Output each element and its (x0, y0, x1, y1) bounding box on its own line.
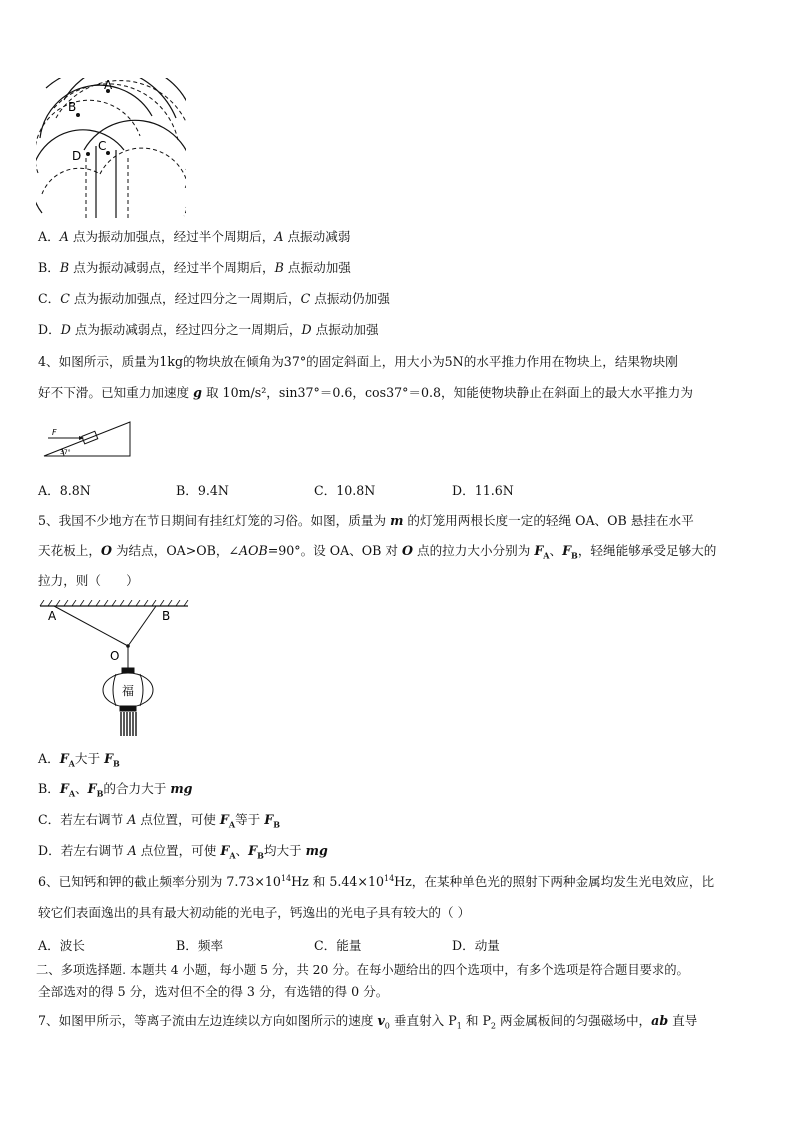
label-c: C (98, 139, 107, 153)
q4-stem-line1: 4、如图所示，质量为1kg的物块放在倾角为37°的固定斜面上，用大小为5N的水平推力作用在物块上，结果物块刚 (38, 354, 678, 369)
q6-stem-line2: 较它们表面逸出的具有最大初动能的光电子，钙逸出的光电子具有较大的（ ） (38, 905, 471, 920)
q5-option-b: B．$F_A$、$F_B$的合力大于 mg (38, 781, 193, 799)
wave-interference-figure (36, 78, 186, 220)
label-a: A (48, 609, 57, 623)
q5-stem-line3: 拉力，则（ ） (38, 573, 139, 588)
q3-option-a: A．A 点为振动加强点，经过半个周期后，A 点振动减弱 (38, 229, 351, 244)
point-b (76, 113, 80, 117)
q4-option-c: C．10.8N (314, 483, 376, 498)
q4-option-a: A．8.8N (38, 483, 91, 498)
point-c (106, 151, 110, 155)
lantern-figure (36, 600, 192, 738)
q5-stem-line2: 天花板上，O 为结点，OA>OB，∠AOB=90°。设 OA、OB 对 O 点的拉力大小分别为 $F_A$、$F_B$，轻绳能够承受足够大的 (38, 543, 717, 561)
lantern-character: 福 (122, 684, 135, 698)
q6-option-b: B．频率 (176, 938, 224, 953)
section2-instructions-line1: 二、多项选择题. 本题共 4 小题，每小题 5 分，共 20 分。在每小题给出的四个选项中，有多个选项是符合题目要求的。 (36, 963, 689, 977)
q5-option-a: A．$F_A$大于 $F_B$ (38, 751, 120, 769)
section2-instructions-line2: 全部选对的得 5 分，选对但不全的得 3 分，有选错的得 0 分。 (38, 984, 389, 999)
point-d (86, 152, 90, 156)
incline-figure (40, 416, 132, 460)
label-b: B (162, 609, 171, 623)
q3-option-b: B．B 点为振动减弱点，经过半个周期后，B 点振动加强 (38, 260, 351, 275)
label-b: B (68, 100, 77, 114)
q6-option-d: D．动量 (452, 938, 500, 953)
q7-stem-line1: 7、如图甲所示，等离子流由左边连续以方向如图所示的速度 $v_0$ 垂直射入 $P_1$ 和 $P_2$ 两金属板间的匀强磁场中，ab 直导 (38, 1013, 698, 1031)
label-a: A (104, 78, 113, 92)
label-d: D (72, 149, 82, 163)
q6-option-a: A．波长 (38, 938, 85, 953)
q4-stem-line2: 好不下滑。已知重力加速度 g 取 10m/s²，sin37°＝0.6，cos37°＝0.8，知能使物块静止在斜面上的最大水平推力为 (38, 385, 693, 400)
label-o: O (110, 649, 120, 663)
q6-stem-line1: 6、已知钙和钾的截止频率分别为 $7.73\times 10^{14}Hz$ 和 $5.44\times 10^{14}Hz$，在某种单色光的照射下两种金属均发生光电效应，比 (38, 873, 715, 889)
q4-option-d: D．11.6N (452, 483, 514, 498)
q5-stem-line1: 5、我国不少地方在节日期间有挂红灯笼的习俗。如图，质量为 m 的灯笼用两根长度一定的轻绳 OA、OB 悬挂在水平 (38, 513, 694, 528)
q5-option-d: D．若左右调节 A 点位置，可使 $F_A$、$F_B$均大于 mg (38, 843, 328, 861)
q6-option-c: C．能量 (314, 938, 362, 953)
angle-label: 37° (60, 449, 71, 456)
q5-option-c: C．若左右调节 A 点位置，可使 $F_A$等于 $F_B$ (38, 812, 280, 830)
q3-option-d: D．D 点为振动减弱点，经过四分之一周期后，D 点振动加强 (38, 322, 379, 337)
q4-option-b: B．9.4N (176, 483, 229, 498)
q3-option-c: C．C 点为振动加强点，经过四分之一周期后，C 点振动仍加强 (38, 291, 390, 306)
force-label: F (52, 428, 57, 437)
